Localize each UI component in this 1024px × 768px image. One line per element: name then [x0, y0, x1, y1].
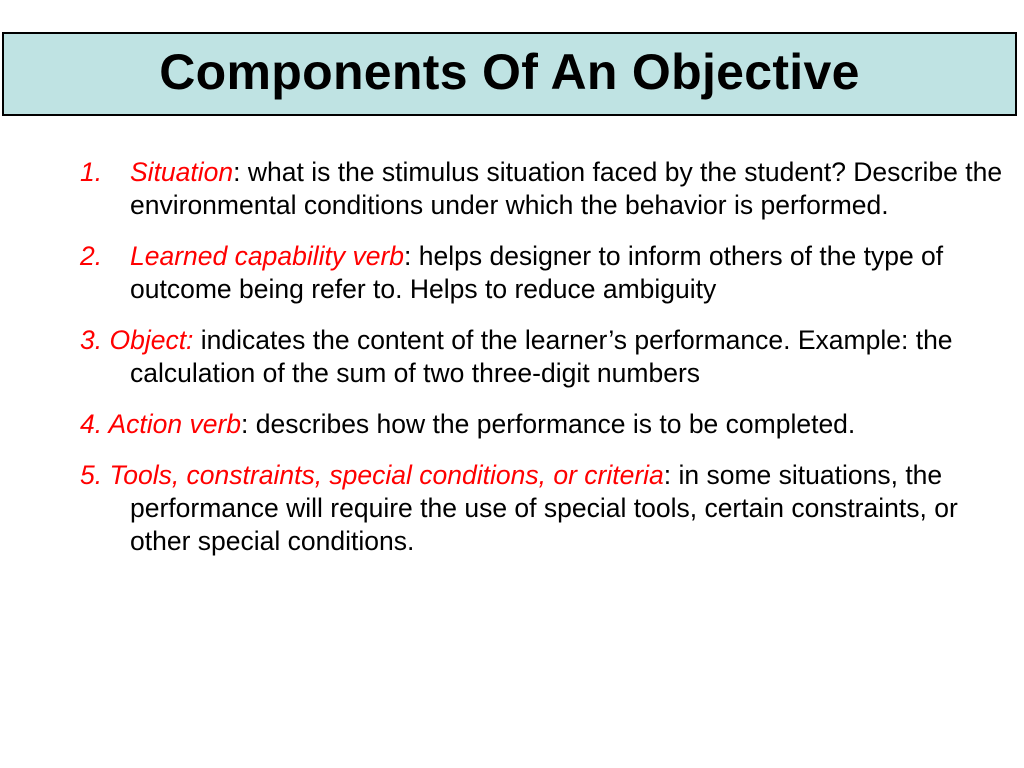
item-text: : helps designer to inform others of the type of outcome being refer to. Helps to reduce ambiguity	[130, 241, 944, 304]
item-number: 1.	[80, 157, 103, 187]
item-term: Situation	[130, 157, 234, 187]
item-text: : in some situations, the performance will require the use of special tools, certain constraints, or other special conditions.	[130, 460, 958, 556]
item-number: 2.	[80, 241, 103, 271]
slide-title: Components Of An Objective	[159, 44, 860, 100]
item-term: 5. Tools, constraints, special conditions, or criteria	[80, 460, 664, 490]
list-item	[80, 240, 1010, 306]
list-item	[80, 324, 1010, 390]
item-term: Learned capability verb	[130, 241, 405, 271]
objective-components-list	[80, 156, 1010, 576]
list-item	[80, 408, 1010, 441]
title-box	[2, 32, 1017, 116]
item-text: : what is the stimulus situation faced by the student? Describe the environmental conditions under which the behavior is performed.	[130, 157, 1003, 220]
item-text: indicates the content of the learner’s performance. Example: the calculation of the sum of two three-digit numbers	[130, 325, 953, 388]
list-item	[80, 459, 1010, 558]
item-term: 3. Object:	[80, 325, 194, 355]
item-term: 4. Action verb	[80, 409, 242, 439]
list-item	[80, 156, 1010, 222]
item-text: : describes how the performance is to be completed.	[241, 409, 856, 439]
